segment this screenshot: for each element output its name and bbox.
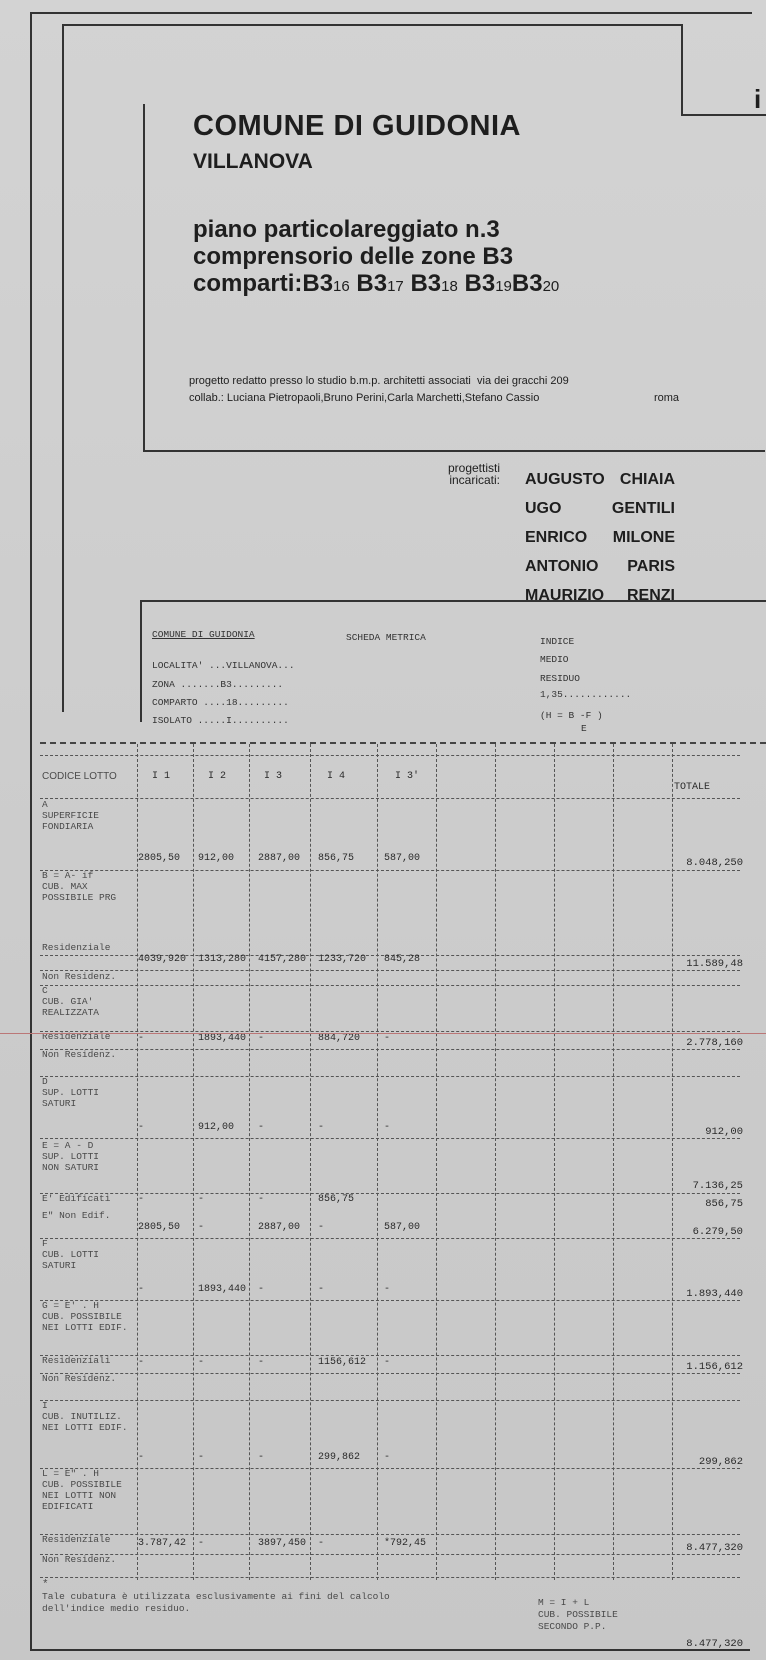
table-row-line bbox=[40, 1355, 740, 1356]
table-row-line bbox=[40, 1468, 740, 1469]
progettisti-label-1: progettisti bbox=[447, 461, 500, 475]
table-cell: - bbox=[198, 1452, 205, 1463]
row-label: Residenziale bbox=[42, 942, 111, 953]
city: roma bbox=[653, 392, 679, 404]
scheda-zona: ZONA .......B3......... bbox=[152, 679, 284, 690]
row-label: L = E" . H CUB. POSSIBILE NEI LOTTI NON EDIFICATI bbox=[42, 1468, 122, 1512]
table-row-line bbox=[40, 798, 740, 799]
row-total: 6.279,50 bbox=[692, 1226, 743, 1238]
piano-line-1: piano particolareggiato n.3 bbox=[193, 216, 500, 243]
progettista bbox=[525, 465, 675, 494]
progettista bbox=[525, 494, 675, 523]
table-cell: 2887,00 bbox=[258, 853, 301, 864]
table-cell: - bbox=[258, 1122, 265, 1133]
table-row-line bbox=[40, 870, 740, 871]
row-label: Non Residenz. bbox=[42, 971, 117, 982]
table-cell: - bbox=[258, 1033, 265, 1044]
m-formula-3: SECONDO P.P. bbox=[538, 1621, 607, 1632]
table-row-line bbox=[40, 755, 740, 756]
table-cell: 884,720 bbox=[318, 1033, 361, 1044]
row-total: 1.156,612 bbox=[686, 1361, 743, 1373]
table-cell: 587,00 bbox=[384, 853, 421, 864]
comparti-prefix: comparti: bbox=[193, 270, 303, 297]
comparto-code: B3 bbox=[356, 270, 388, 297]
comparto-code: B3 bbox=[302, 270, 334, 297]
indice-label-3: RESIDUO bbox=[540, 673, 580, 684]
last-name: GENTILI bbox=[611, 500, 675, 517]
comparto-code: B3 bbox=[464, 270, 496, 297]
table-cell: - bbox=[318, 1284, 325, 1295]
row-label: Residenziale bbox=[42, 1534, 111, 1545]
row-label: C CUB. GIA' REALIZZATA bbox=[42, 985, 100, 1018]
table-cell: - bbox=[318, 1222, 325, 1233]
progettista bbox=[525, 552, 675, 581]
header-codice-lotto: CODICE LOTTO bbox=[42, 771, 117, 782]
table-cell: - bbox=[384, 1452, 391, 1463]
indice-formula-den: E bbox=[581, 723, 587, 734]
row-label: E = A - D SUP. LOTTI NON SATURI bbox=[42, 1140, 100, 1173]
table-row-line bbox=[40, 1238, 740, 1239]
scheda-comparto: COMPARTO ....18......... bbox=[152, 697, 289, 708]
table-cell: 4157,280 bbox=[258, 954, 307, 965]
table-cell: 1233,720 bbox=[318, 954, 367, 965]
first-name: UGO bbox=[525, 500, 562, 517]
piano-line-2: comprensorio delle zone B3 bbox=[193, 243, 514, 270]
table-cell: - bbox=[384, 1033, 391, 1044]
table-cell: 1313,280 bbox=[198, 954, 247, 965]
row-label: Non Residenz. bbox=[42, 1373, 117, 1384]
comune-title: COMUNE DI GUIDONIA bbox=[193, 110, 521, 142]
bottom-frame-line bbox=[30, 1649, 750, 1651]
table-cell: 3.787,42 bbox=[138, 1538, 187, 1549]
last-name: RENZI bbox=[627, 587, 675, 604]
comparto-num: 16 bbox=[333, 278, 350, 295]
table-row-line bbox=[40, 1049, 740, 1050]
table-row-line bbox=[40, 1373, 740, 1374]
progettisti-names bbox=[525, 465, 675, 610]
frame-line bbox=[62, 24, 64, 712]
table-cell: 3897,450 bbox=[258, 1538, 307, 1549]
table-cell: *792,45 bbox=[384, 1538, 427, 1549]
table-cell: - bbox=[138, 1284, 145, 1295]
table-row-line bbox=[40, 1193, 740, 1194]
footnote-star: * bbox=[42, 1579, 49, 1591]
first-name: MAURIZIO bbox=[525, 587, 605, 604]
last-name: MILONE bbox=[612, 529, 675, 546]
row-total: 8.477,320 bbox=[686, 1542, 743, 1554]
comparto-num: 20 bbox=[542, 278, 560, 295]
row-total: 7.136,25 bbox=[692, 1180, 743, 1192]
table-cell: 845,28 bbox=[384, 954, 421, 965]
row-total: 856,75 bbox=[705, 1198, 743, 1210]
comparto-num: 17 bbox=[387, 278, 404, 295]
column-header: I 2 bbox=[208, 771, 227, 782]
last-name: PARIS bbox=[627, 558, 675, 575]
first-name: AUGUSTO bbox=[525, 471, 605, 488]
row-label: Non Residenz. bbox=[42, 1049, 117, 1060]
last-name: CHIAIA bbox=[619, 471, 675, 488]
comparto-code: B3 bbox=[410, 270, 442, 297]
m-formula-1: M = I + L bbox=[538, 1597, 590, 1608]
table-row-line bbox=[40, 985, 740, 986]
table-cell: 1893,440 bbox=[198, 1284, 247, 1295]
table-cell: 1893,440 bbox=[198, 1033, 247, 1044]
comparto-num: 18 bbox=[441, 278, 458, 295]
indice-formula: (H = B -F ) bbox=[540, 710, 603, 721]
table-cell: - bbox=[258, 1357, 265, 1368]
comparto-code: B3 bbox=[511, 270, 543, 297]
comparti-line bbox=[193, 270, 559, 300]
scheda-comune: COMUNE DI GUIDONIA bbox=[152, 629, 255, 640]
column-header: I 3 bbox=[264, 771, 283, 782]
column-header: I 3' bbox=[395, 771, 420, 782]
table-cell: 299,862 bbox=[318, 1452, 361, 1463]
comparto-num: 19 bbox=[495, 278, 512, 295]
table-cell: - bbox=[258, 1284, 265, 1295]
table-cell: - bbox=[138, 1452, 145, 1463]
table-cell: 912,00 bbox=[198, 1122, 235, 1133]
row-total: 2.778,160 bbox=[686, 1037, 743, 1049]
table-cell: - bbox=[384, 1284, 391, 1295]
scheda-isolato: ISOLATO .....I.......... bbox=[152, 715, 289, 726]
row-label: Non Residenz. bbox=[42, 1554, 117, 1565]
table-cell: - bbox=[384, 1122, 391, 1133]
address: via dei gracchi 209 bbox=[477, 375, 569, 387]
row-total: 1.893,440 bbox=[686, 1288, 743, 1300]
table-cell: 2887,00 bbox=[258, 1222, 301, 1233]
table-row-line bbox=[40, 1138, 740, 1139]
indice-label-1: INDICE bbox=[540, 636, 575, 647]
table-cell: 856,75 bbox=[318, 1194, 355, 1205]
row-label: E' Edificati bbox=[42, 1193, 111, 1204]
table-cell: 912,00 bbox=[198, 853, 235, 864]
row-label: I CUB. INUTILIZ. NEI LOTTI EDIF. bbox=[42, 1400, 128, 1433]
row-label: Residenziale bbox=[42, 1031, 111, 1042]
progettisti-label bbox=[405, 462, 500, 486]
table-cell: - bbox=[138, 1194, 145, 1205]
row-label: Residenziali bbox=[42, 1355, 111, 1366]
column-header: I 4 bbox=[327, 771, 346, 782]
header-totale: TOTALE bbox=[674, 782, 711, 793]
frame-line bbox=[681, 24, 683, 114]
table-cell: - bbox=[138, 1033, 145, 1044]
first-name: ANTONIO bbox=[525, 558, 599, 575]
progetto-line: progetto redatto presso lo studio b.m.p. architetti associati bbox=[189, 375, 471, 387]
crease-line bbox=[0, 1033, 766, 1034]
table-top-border bbox=[40, 742, 766, 744]
table-cell: 587,00 bbox=[384, 1222, 421, 1233]
row-total: 912,00 bbox=[705, 1126, 743, 1138]
row-label: E" Non Edif. bbox=[42, 1210, 111, 1221]
row-label: D SUP. LOTTI SATURI bbox=[42, 1076, 100, 1109]
table-cell: - bbox=[138, 1357, 145, 1368]
first-name: ENRICO bbox=[525, 529, 588, 546]
table-cell: - bbox=[384, 1357, 391, 1368]
column-header: I 1 bbox=[152, 771, 171, 782]
table-row-line bbox=[40, 970, 740, 971]
table-cell: - bbox=[198, 1538, 205, 1549]
row-label: B = A- if CUB. MAX POSSIBILE PRG bbox=[42, 870, 117, 903]
tab-letter: i bbox=[754, 84, 762, 114]
table-cell: - bbox=[198, 1222, 205, 1233]
scheda-localita: LOCALITA' ...VILLANOVA... bbox=[152, 660, 295, 671]
table-cell: - bbox=[198, 1194, 205, 1205]
table-cell: - bbox=[318, 1538, 325, 1549]
row-label: G = E' . H CUB. POSSIBILE NEI LOTTI EDIF. bbox=[42, 1300, 128, 1333]
m-total: 8.477,320 bbox=[686, 1638, 743, 1650]
table-cell: - bbox=[258, 1452, 265, 1463]
row-total: 299,862 bbox=[698, 1456, 743, 1468]
table-cell: 2805,50 bbox=[138, 853, 181, 864]
piano-title bbox=[193, 216, 559, 300]
scheda-title: SCHEDA METRICA bbox=[346, 632, 426, 643]
row-total: 11.589,48 bbox=[686, 958, 743, 970]
table-cell: 856,75 bbox=[318, 853, 355, 864]
row-label: F CUB. LOTTI SATURI bbox=[42, 1238, 100, 1271]
localita-title: VILLANOVA bbox=[193, 150, 313, 173]
table-cell: 2805,50 bbox=[138, 1222, 181, 1233]
row-total: 8.048,250 bbox=[686, 857, 743, 869]
table-row-line bbox=[40, 1031, 740, 1032]
frame-line bbox=[62, 24, 681, 26]
progettista bbox=[525, 523, 675, 552]
table-cell: - bbox=[318, 1122, 325, 1133]
table-row-line bbox=[40, 1577, 740, 1578]
footnote-line-2: dell'indice medio residuo. bbox=[42, 1603, 191, 1614]
collab-line: collab.: Luciana Pietropaoli,Bruno Perini,Carla Marchetti,Stefano Cassio bbox=[189, 392, 540, 404]
table-row-line bbox=[40, 1534, 740, 1535]
table-cell: 1156,612 bbox=[318, 1357, 367, 1368]
row-label: A SUPERFICIE FONDIARIA bbox=[42, 799, 100, 832]
table-row-line bbox=[40, 1400, 740, 1401]
m-formula-2: CUB. POSSIBILE bbox=[538, 1609, 618, 1620]
indice-value: 1,35............ bbox=[540, 689, 632, 700]
table-row-line bbox=[40, 1300, 740, 1301]
footnote-line-1: Tale cubatura è utilizzata esclusivamente ai fini del calcolo bbox=[42, 1591, 390, 1602]
progettisti-label-2: incaricati: bbox=[449, 473, 500, 487]
table-cell: 4039,920 bbox=[138, 954, 187, 965]
credits bbox=[189, 373, 679, 407]
table-row-line bbox=[40, 1554, 740, 1555]
table-cell: - bbox=[198, 1357, 205, 1368]
table-cell: - bbox=[258, 1194, 265, 1205]
indice-label-2: MEDIO bbox=[540, 654, 569, 665]
table-row-line bbox=[40, 1076, 740, 1077]
table-cell: - bbox=[138, 1122, 145, 1133]
